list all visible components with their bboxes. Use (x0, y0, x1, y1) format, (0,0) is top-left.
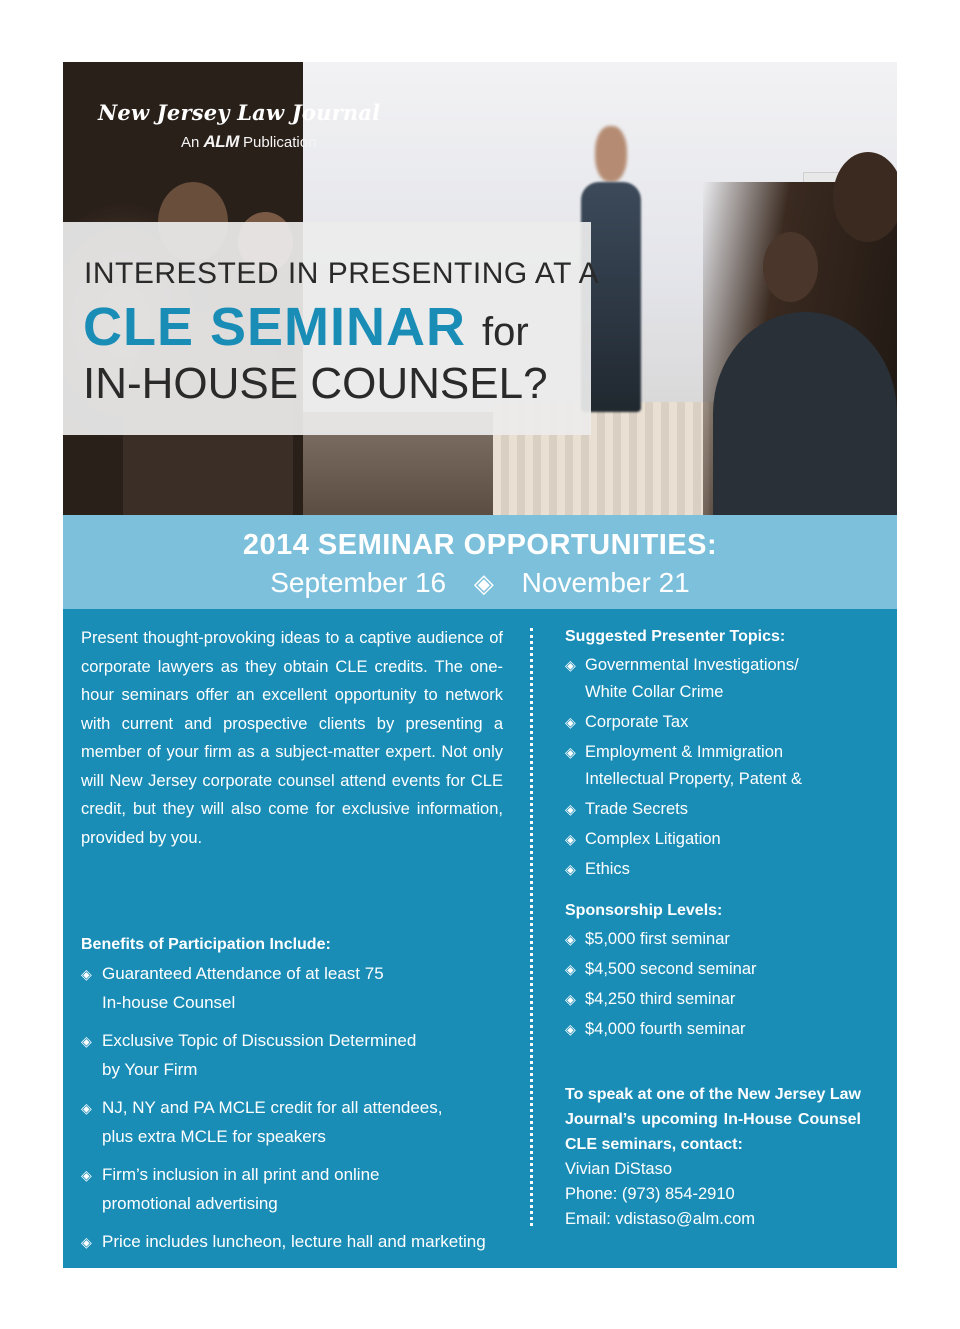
topic-line: Governmental Investigations/ (585, 656, 799, 674)
hero-photo (63, 62, 897, 515)
topics-list (565, 652, 885, 886)
benefit-line: Price includes luncheon, lecture hall and marketing (102, 1232, 486, 1251)
benefit-item (81, 1094, 521, 1151)
diamond-icon: ◈ (81, 1033, 92, 1049)
diamond-icon: ◈ (565, 714, 576, 730)
sponsorship-list (565, 926, 885, 1046)
diamond-icon: ◈ (565, 801, 576, 817)
intro-paragraph: Present thought-provoking ideas to a captive audience of corporate lawyers as they obtain CLE credits. The one-hour seminars offer an excellent opportunity to network with current and prospective clients by presenting a member of your firm as a subject-matter expert. Not only will New Jersey corporate counsel attend events for CLE credit, but they will also come for exclusive information, provided by you. (81, 629, 503, 847)
benefit-line: by Your Firm (102, 1059, 198, 1079)
audience-shoulders (713, 312, 897, 515)
masthead-subtitle (181, 132, 316, 152)
diamond-icon: ◈ (565, 1021, 576, 1037)
benefit-line: NJ, NY and PA MCLE credit for all attendees, (102, 1098, 443, 1117)
topic-item (565, 796, 885, 823)
contact-details (565, 1157, 755, 1232)
sponsorship-line: $4,250 third seminar (585, 990, 736, 1008)
topic-item (565, 739, 885, 793)
audience-head (833, 152, 897, 242)
topic-line: Employment & Immigration (585, 743, 784, 761)
benefit-line: promotional advertising (102, 1193, 278, 1213)
contact-name: Vivian DiStaso (565, 1160, 673, 1178)
diamond-icon: ◈ (473, 568, 494, 598)
headline-for: for (482, 310, 529, 354)
dotted-divider (530, 628, 533, 1226)
diamond-icon: ◈ (565, 831, 576, 847)
diamond-icon: ◈ (81, 1100, 92, 1116)
masthead-sub-prefix: An (181, 134, 200, 151)
sponsorship-line: $4,000 fourth seminar (585, 1020, 746, 1038)
diamond-icon: ◈ (81, 1234, 92, 1250)
date-september: September 16 (270, 567, 447, 598)
topic-item (565, 856, 885, 883)
benefits-heading: Benefits of Participation Include: (81, 936, 331, 953)
topic-item (565, 709, 885, 736)
headline-line3: IN-HOUSE COUNSEL? (83, 359, 548, 408)
headline-cle-seminar: CLE SEMINAR (83, 297, 467, 357)
sponsorship-item (565, 1016, 885, 1043)
topic-line: Complex Litigation (585, 830, 721, 848)
topic-line: White Collar Crime (585, 683, 724, 701)
sponsorship-item (565, 926, 885, 953)
benefit-line: plus extra MCLE for speakers (102, 1126, 326, 1146)
speaker-head (595, 126, 627, 182)
headline-line1: INTERESTED IN PRESENTING AT A (84, 257, 600, 290)
audience-head (763, 232, 818, 302)
alm-logo: ALM (203, 132, 239, 151)
benefit-item (81, 1161, 521, 1218)
band-dates (63, 567, 897, 599)
benefit-item (81, 960, 521, 1017)
sponsorship-line: $4,500 second seminar (585, 960, 757, 978)
benefit-item (81, 1027, 521, 1084)
diamond-icon: ◈ (565, 931, 576, 947)
benefits-section (81, 936, 521, 1267)
contact-email: Email: vdistaso@alm.com (565, 1210, 756, 1228)
diamond-icon: ◈ (81, 966, 92, 982)
diamond-icon: ◈ (565, 744, 576, 760)
diamond-icon: ◈ (565, 991, 576, 1007)
headline-line2 (83, 296, 529, 358)
sponsorship-item (565, 986, 885, 1013)
benefit-item (81, 1228, 521, 1257)
benefit-line: Exclusive Topic of Discussion Determined (102, 1031, 417, 1050)
sponsorship-heading: Sponsorship Levels: (565, 902, 723, 919)
diamond-icon: ◈ (81, 1167, 92, 1183)
contact-heading: To speak at one of the New Jersey Law Journal’s upcoming In-House Counsel CLE seminars, contact: (565, 1086, 861, 1153)
date-november: November 21 (521, 567, 690, 598)
masthead-sub-suffix: Publication (243, 134, 317, 151)
band-title: 2014 SEMINAR OPPORTUNITIES: (242, 529, 718, 561)
benefit-line: Firm’s inclusion in all print and online (102, 1165, 380, 1184)
opportunities-band (63, 515, 897, 609)
contact-phone: Phone: (973) 854-2910 (565, 1185, 735, 1203)
benefit-line: In-house Counsel (102, 992, 236, 1012)
topic-item (565, 652, 885, 706)
headline-box (63, 222, 600, 435)
benefit-line: Guaranteed Attendance of at least 75 (102, 964, 384, 983)
topic-line: Ethics (585, 860, 630, 878)
masthead-title: New Jersey Law Journal (98, 100, 381, 125)
topics-heading: Suggested Presenter Topics: (565, 628, 786, 645)
topic-item (565, 826, 885, 853)
sponsorship-item (565, 956, 885, 983)
diamond-icon: ◈ (565, 861, 576, 877)
sponsorship-line: $5,000 first seminar (585, 930, 730, 948)
flyer (63, 62, 897, 1268)
diamond-icon: ◈ (565, 961, 576, 977)
diamond-icon: ◈ (565, 657, 576, 673)
topic-line: Corporate Tax (585, 713, 689, 731)
topic-line: Trade Secrets (585, 800, 689, 818)
topic-line: Intellectual Property, Patent & (585, 770, 803, 788)
